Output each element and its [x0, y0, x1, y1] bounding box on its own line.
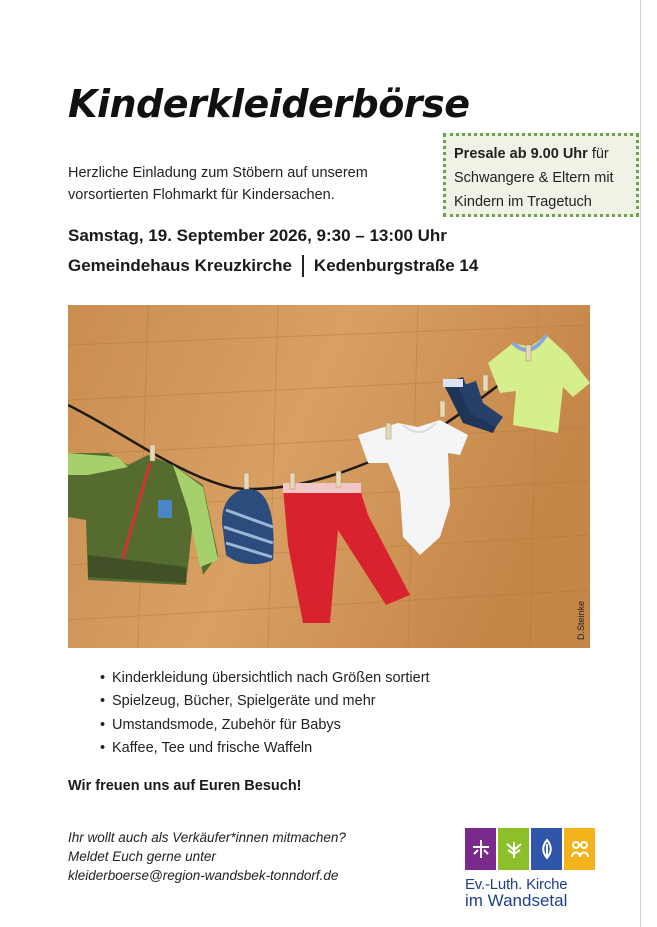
page-edge-divider [640, 0, 641, 927]
presale-for: für [587, 146, 609, 162]
seller-email: kleiderboerse@region-wandsbek-tonndorf.de [68, 868, 339, 883]
intro-text [68, 162, 428, 206]
event-date-time: Samstag, 19. September 2026, 9:30 – 13:00 Uhr [68, 226, 447, 245]
church-symbol-icon [536, 838, 558, 860]
list-item: • Kaffee, Tee und frische Waffeln [112, 737, 430, 760]
venue-name: Gemeindehaus Kreuzkirche [68, 256, 292, 275]
feature-list [112, 667, 430, 760]
list-item: • Kinderkleidung übersichtlich nach Größen sortiert [112, 667, 430, 690]
logo-tile-blue [531, 828, 562, 870]
seller-call [68, 828, 448, 885]
event-venue [68, 255, 478, 277]
venue-address: Kedenburgstraße 14 [313, 256, 479, 275]
list-item: • Umstandsmode, Zubehör für Babys [112, 714, 430, 737]
logo-tiles [465, 828, 595, 870]
presale-line-3: Kindern im Tragetuch [454, 194, 592, 210]
list-item: • Spielzeug, Bücher, Spielgeräte und mehr [112, 690, 430, 713]
logo-tile-yellow [564, 828, 595, 870]
people-symbol-icon [569, 838, 591, 860]
page-title: Kinderkleiderbörse [68, 82, 470, 126]
venue-separator [302, 255, 304, 277]
closing-text: Wir freuen uns auf Euren Besuch! [68, 778, 302, 794]
beanie-icon [222, 489, 274, 564]
seller-call-line-2: Meldet Euch gerne unter [68, 849, 216, 864]
church-logo [465, 828, 595, 911]
logo-tile-purple [465, 828, 496, 870]
presale-line-2: Schwangere & Eltern mit [454, 170, 614, 186]
cross-symbol-icon [470, 838, 492, 860]
intro-line-2: vorsortierten Flohmarkt für Kindersachen. [68, 187, 335, 203]
clothesline-illustration [68, 305, 590, 648]
intro-line-1: Herzliche Einladung zum Stöbern auf unserem [68, 165, 368, 181]
logo-text-line-2: im Wandsetal [465, 891, 568, 910]
presale-time: Presale ab 9.00 Uhr [454, 146, 588, 162]
presale-box [443, 133, 639, 217]
photo-credit: D.Steinke [576, 600, 586, 640]
seller-call-line-1: Ihr wollt auch als Verkäufer*innen mitmachen? [68, 830, 346, 845]
logo-text-line-1: Ev.-Luth. Kirche [465, 876, 568, 893]
clothesline-photo [68, 305, 590, 648]
tree-symbol-icon [503, 838, 525, 860]
logo-tile-green [498, 828, 529, 870]
presale-line-1 [454, 142, 628, 166]
